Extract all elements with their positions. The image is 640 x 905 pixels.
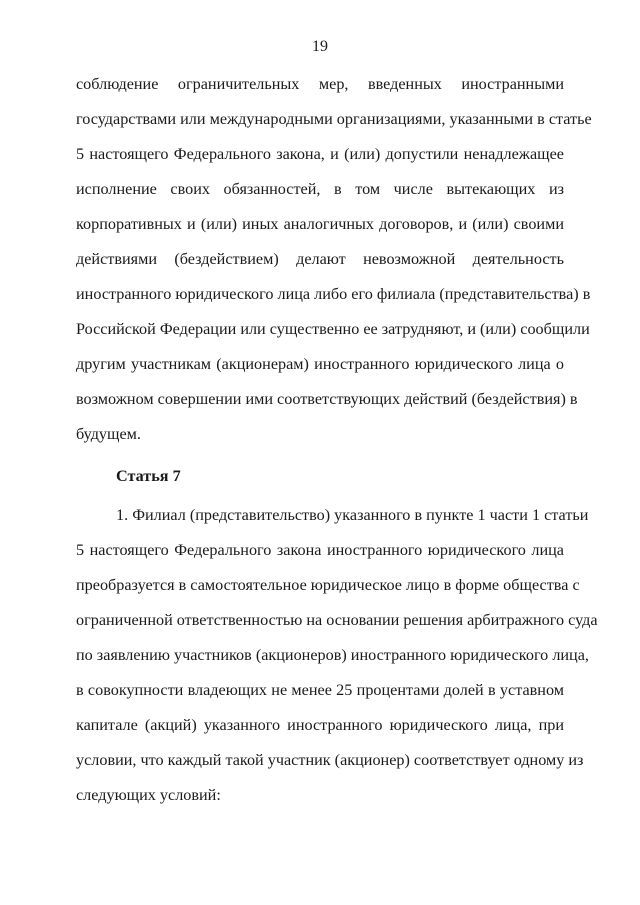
text-line: по заявлению участников (акционеров) иностранного юридического лица,: [76, 646, 589, 664]
text-line: следующих условий:: [76, 786, 221, 804]
paragraph-continuation: [76, 67, 592, 452]
text-line: условии, что каждый такой участник (акционер) соответствует одному из: [76, 751, 584, 769]
text-line: Российской Федерации или существенно ее затрудняют, и (или) сообщили: [76, 320, 590, 338]
text-line: возможном совершении ими соответствующих действий (бездействия) в: [76, 390, 578, 408]
text-line: 1. Филиал (представительство) указанного в пункте 1 части 1 статьи: [116, 506, 589, 524]
text-line: в совокупности владеющих не менее 25 процентами долей в уставном: [76, 681, 564, 699]
text-line: капитале (акций) указанного иностранного юридического лица, при: [76, 716, 564, 734]
text-line: соблюдение ограничительных мер, введенных иностранными: [76, 75, 564, 93]
page-number: 19: [312, 38, 328, 55]
document-body: [76, 67, 598, 813]
article-paragraph-1: [76, 498, 598, 813]
text-line: иностранного юридического лица либо его филиала (представительства) в: [76, 285, 591, 303]
text-line: 5 настоящего Федерального закона, и (или) допустили ненадлежащее: [76, 145, 564, 163]
text-line: преобразуется в самостоятельное юридическое лицо в форме общества с: [76, 576, 580, 594]
text-line: государствами или международными организациями, указанными в статье: [76, 110, 592, 128]
text-line: ограниченной ответственностью на основании решения арбитражного суда: [76, 611, 598, 629]
text-line: исполнение своих обязанностей, в том числе вытекающих из: [76, 180, 564, 198]
article-heading: Статья 7: [116, 467, 181, 485]
text-line: 5 настоящего Федерального закона иностранного юридического лица: [76, 541, 564, 559]
text-line: другим участникам (акционерам) иностранного юридического лица о: [76, 355, 564, 373]
text-line: будущем.: [76, 425, 141, 443]
text-line: действиями (бездействием) делают невозможной деятельность: [76, 250, 564, 268]
text-line: корпоративных и (или) иных аналогичных договоров, и (или) своими: [76, 215, 564, 233]
